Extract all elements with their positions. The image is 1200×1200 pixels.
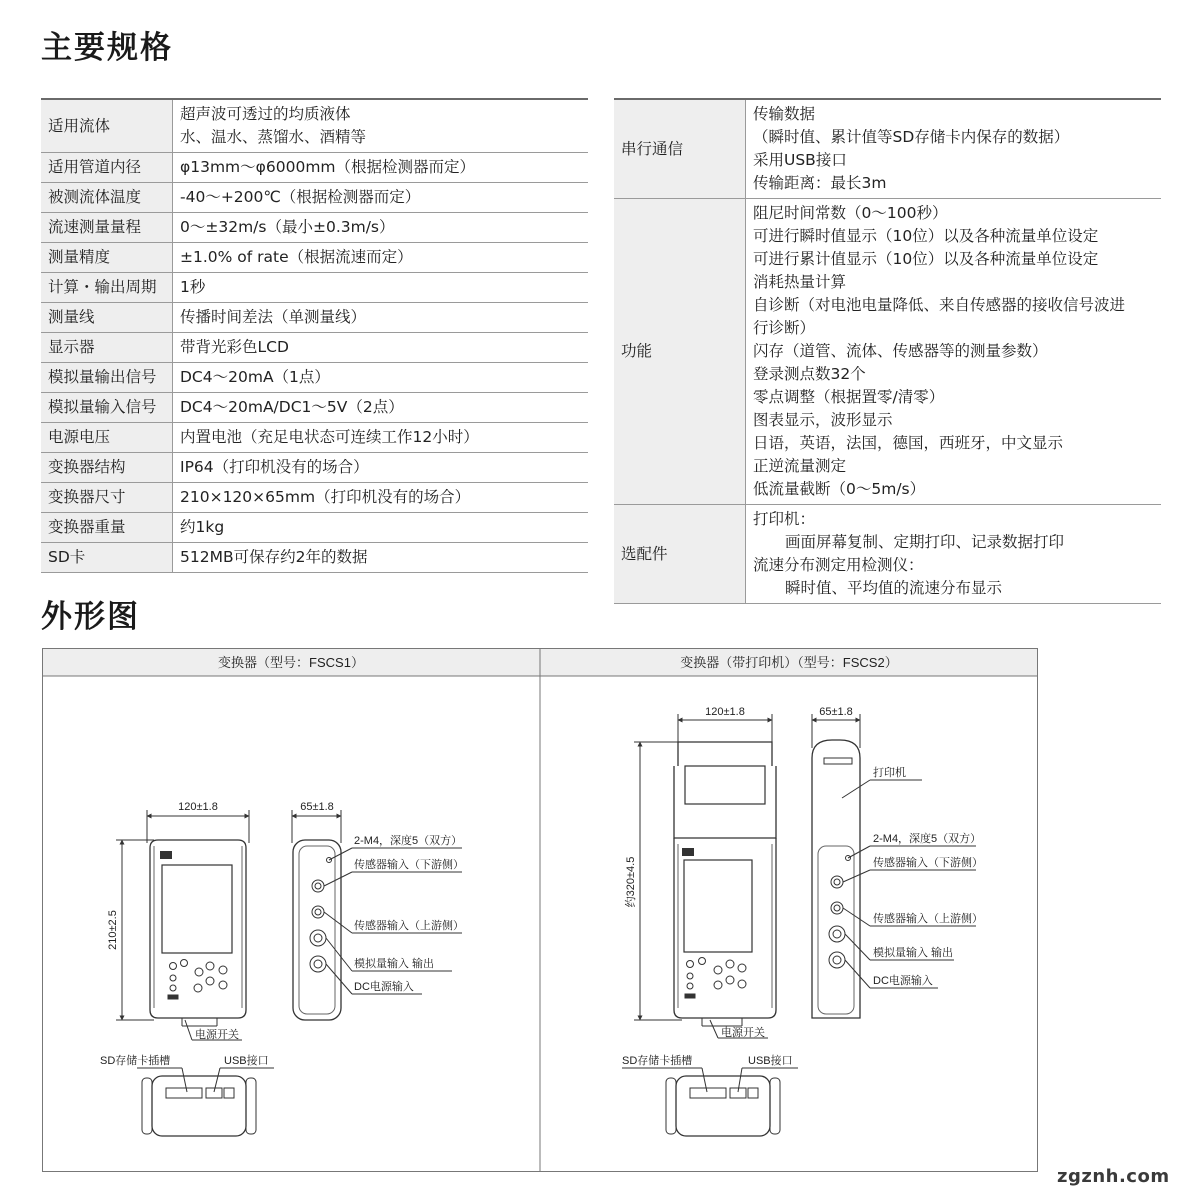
spec-left-row xyxy=(41,183,588,213)
fscs1-label-power: 电源开关 xyxy=(195,1029,239,1041)
fscs2-width-dim: 120±1.8 xyxy=(705,706,745,718)
fscs2-label-sd: SD存储卡插槽 xyxy=(622,1055,693,1067)
spec-left-value-line: -40～+200℃（根据检测器而定） xyxy=(180,188,421,206)
spec-left-value xyxy=(173,99,589,153)
spec-left-row xyxy=(41,363,588,393)
spec-right-value-line: 打印机： xyxy=(753,510,816,528)
spec-left-row xyxy=(41,423,588,453)
fscs1-height-dim: 210±2.5 xyxy=(107,910,119,950)
spec-left-value xyxy=(173,483,589,513)
spec-left-key: 变换器重量 xyxy=(41,513,173,543)
spec-left-row xyxy=(41,393,588,423)
spec-right-key: 串行通信 xyxy=(614,99,746,199)
spec-left-value xyxy=(173,423,589,453)
spec-left-row xyxy=(41,513,588,543)
spec-left-key: SD卡 xyxy=(41,543,173,573)
spec-right-key: 选配件 xyxy=(614,505,746,604)
spec-right-value-line: 登录测点数32个 xyxy=(753,365,866,383)
spec-right-value-line: 消耗热量计算 xyxy=(753,273,847,291)
spec-left-row xyxy=(41,303,588,333)
spec-right-value-line: （瞬时值、累计值等SD存储卡内保存的数据） xyxy=(753,128,1070,146)
spec-left-key: 模拟量输出信号 xyxy=(41,363,173,393)
spec-left-value-line: φ13mm～φ6000mm（根据检测器而定） xyxy=(180,158,476,176)
spec-right-value-line: 可进行瞬时值显示（10位）以及各种流量单位设定 xyxy=(753,227,1099,245)
right-drawing-header: 变换器（带打印机）（型号：FSCS2） xyxy=(680,655,898,670)
fscs1-label-sensor-down: 传感器输入（下游侧） xyxy=(354,859,464,871)
spec-left-row xyxy=(41,333,588,363)
spec-left-value xyxy=(173,453,589,483)
spec-left-value-line: DC4～20mA/DC1～5V（2点） xyxy=(180,398,404,416)
spec-left-value-line: 传播时间差法（单测量线） xyxy=(180,308,367,326)
spec-right-value-line: 低流量截断（0～5m/s） xyxy=(753,480,926,498)
spec-left-value xyxy=(173,153,589,183)
fscs1-label-sensor-up: 传感器输入（上游侧） xyxy=(354,920,464,932)
spec-left-value-line: 带背光彩色LCD xyxy=(180,338,289,356)
spec-left-value-line: ±1.0% of rate（根据流速而定） xyxy=(180,248,413,266)
spec-left-key: 适用管道内径 xyxy=(41,153,173,183)
specs-title: 主要规格 xyxy=(41,30,173,66)
spec-left-value-line: IP64（打印机没有的场合） xyxy=(180,458,369,476)
outline-title: 外形图 xyxy=(41,599,140,635)
spec-left-value xyxy=(173,303,589,333)
fscs2-label-sensor-up: 传感器输入（上游侧） xyxy=(873,913,983,925)
spec-left-value xyxy=(173,183,589,213)
spec-left-key: 显示器 xyxy=(41,333,173,363)
spec-right-value-line: 画面屏幕复制、定期打印、记录数据打印 xyxy=(785,533,1065,551)
spec-right-value-line: 瞬时值、平均值的流速分布显示 xyxy=(785,579,1003,597)
spec-right-value-line: 图表显示，波形显示 xyxy=(753,411,893,429)
fscs2-label-power: 电源开关 xyxy=(721,1027,765,1039)
spec-left-row xyxy=(41,483,588,513)
spec-left-key: 流速测量量程 xyxy=(41,213,173,243)
fscs1-label-dc: DC电源输入 xyxy=(354,981,414,993)
spec-left-value xyxy=(173,273,589,303)
spec-right-value-line: 流速分布测定用检测仪： xyxy=(753,556,924,574)
fscs2-depth-dim: 65±1.8 xyxy=(819,706,853,718)
spec-left-value-line: 1秒 xyxy=(180,278,206,296)
spec-right-value-line: 阻尼时间常数（0～100秒） xyxy=(753,204,948,222)
fscs2-label-analog: 模拟量输入 输出 xyxy=(873,947,954,959)
spec-right-value-line: 自诊断（对电池电量降低、来自传感器的接收信号波进 xyxy=(753,296,1126,314)
spec-left-key: 被测流体温度 xyxy=(41,183,173,213)
spec-left-row xyxy=(41,243,588,273)
spec-right-value xyxy=(746,505,1162,604)
spec-left-value xyxy=(173,513,589,543)
fscs2-label-dc: DC电源输入 xyxy=(873,975,933,987)
spec-right-value-line: 零点调整（根据置零/清零） xyxy=(753,388,945,406)
spec-left-row xyxy=(41,273,588,303)
watermark: zgznh.com xyxy=(1057,1166,1170,1187)
left-drawing-header: 变换器（型号：FSCS1） xyxy=(218,655,364,670)
spec-left-value-line: 约1kg xyxy=(180,518,225,536)
spec-left-key: 电源电压 xyxy=(41,423,173,453)
fscs1-label-m4: 2-M4，深度5（双方） xyxy=(354,835,463,847)
spec-left-key: 测量线 xyxy=(41,303,173,333)
spec-left-key: 变换器结构 xyxy=(41,453,173,483)
spec-right-value xyxy=(746,99,1162,199)
spec-left-row xyxy=(41,543,588,573)
spec-right-value-line: 正逆流量测定 xyxy=(753,457,847,475)
fscs1-label-analog: 模拟量输入 输出 xyxy=(354,958,435,970)
spec-left-value xyxy=(173,243,589,273)
spec-right-value-line: 可进行累计值显示（10位）以及各种流量单位设定 xyxy=(753,250,1099,268)
spec-right-key: 功能 xyxy=(614,199,746,505)
spec-right-row xyxy=(614,199,1161,505)
spec-right-value-line: 传输数据 xyxy=(753,105,816,123)
spec-right-row xyxy=(614,505,1161,604)
spec-right-value-line: 传输距离：最长3m xyxy=(753,174,887,192)
spec-left-value xyxy=(173,213,589,243)
spec-left-row xyxy=(41,453,588,483)
spec-right-value xyxy=(746,199,1162,505)
spec-right-value-line: 采用USB接口 xyxy=(753,151,847,169)
spec-left-key: 计算・输出周期 xyxy=(41,273,173,303)
spec-left-value-line: DC4～20mA（1点） xyxy=(180,368,330,386)
spec-right-row xyxy=(614,99,1161,199)
spec-left-key: 测量精度 xyxy=(41,243,173,273)
fscs2-label-usb: USB接口 xyxy=(748,1055,793,1067)
spec-left-value xyxy=(173,543,589,573)
spec-left-value xyxy=(173,393,589,423)
fscs1-depth-dim: 65±1.8 xyxy=(300,801,334,813)
spec-right-value-line: 行诊断） xyxy=(753,319,816,337)
spec-left-value-line: 0～±32m/s（最小±0.3m/s） xyxy=(180,218,395,236)
fscs1-label-sd: SD存储卡插槽 xyxy=(100,1055,171,1067)
spec-right-value-line: 闪存（道管、流体、传感器等的测量参数） xyxy=(753,342,1048,360)
spec-left-key: 模拟量输入信号 xyxy=(41,393,173,423)
specs-table-right xyxy=(614,98,1161,604)
spec-left-row xyxy=(41,99,588,153)
spec-right-value-line: 日语，英语，法国，德国，西班牙，中文显示 xyxy=(753,434,1064,452)
spec-left-value xyxy=(173,333,589,363)
spec-left-key: 变换器尺寸 xyxy=(41,483,173,513)
spec-left-row xyxy=(41,213,588,243)
outline-drawings xyxy=(42,648,1038,1172)
spec-left-row xyxy=(41,153,588,183)
fscs2-label-sensor-down: 传感器输入（下游侧） xyxy=(873,857,983,869)
spec-left-value-line: 超声波可透过的均质液体 xyxy=(180,105,351,123)
specs-table-left xyxy=(41,98,588,573)
fscs1-label-usb: USB接口 xyxy=(224,1055,269,1067)
spec-left-value xyxy=(173,363,589,393)
spec-left-value-line: 210×120×65mm（打印机没有的场合） xyxy=(180,488,471,506)
fscs2-label-printer: 打印机 xyxy=(873,767,906,779)
spec-left-value-line: 水、温水、蒸馏水、酒精等 xyxy=(180,128,367,146)
spec-left-value-line: 内置电池（充足电状态可连续工作12小时） xyxy=(180,428,479,446)
fscs2-label-m4: 2-M4，深度5（双方） xyxy=(873,833,982,845)
fscs2-height-dim: 约320±4.5 xyxy=(625,856,637,908)
fscs1-width-dim: 120±1.8 xyxy=(178,801,218,813)
spec-left-value-line: 512MB可保存约2年的数据 xyxy=(180,548,368,566)
spec-left-key: 适用流体 xyxy=(41,99,173,153)
